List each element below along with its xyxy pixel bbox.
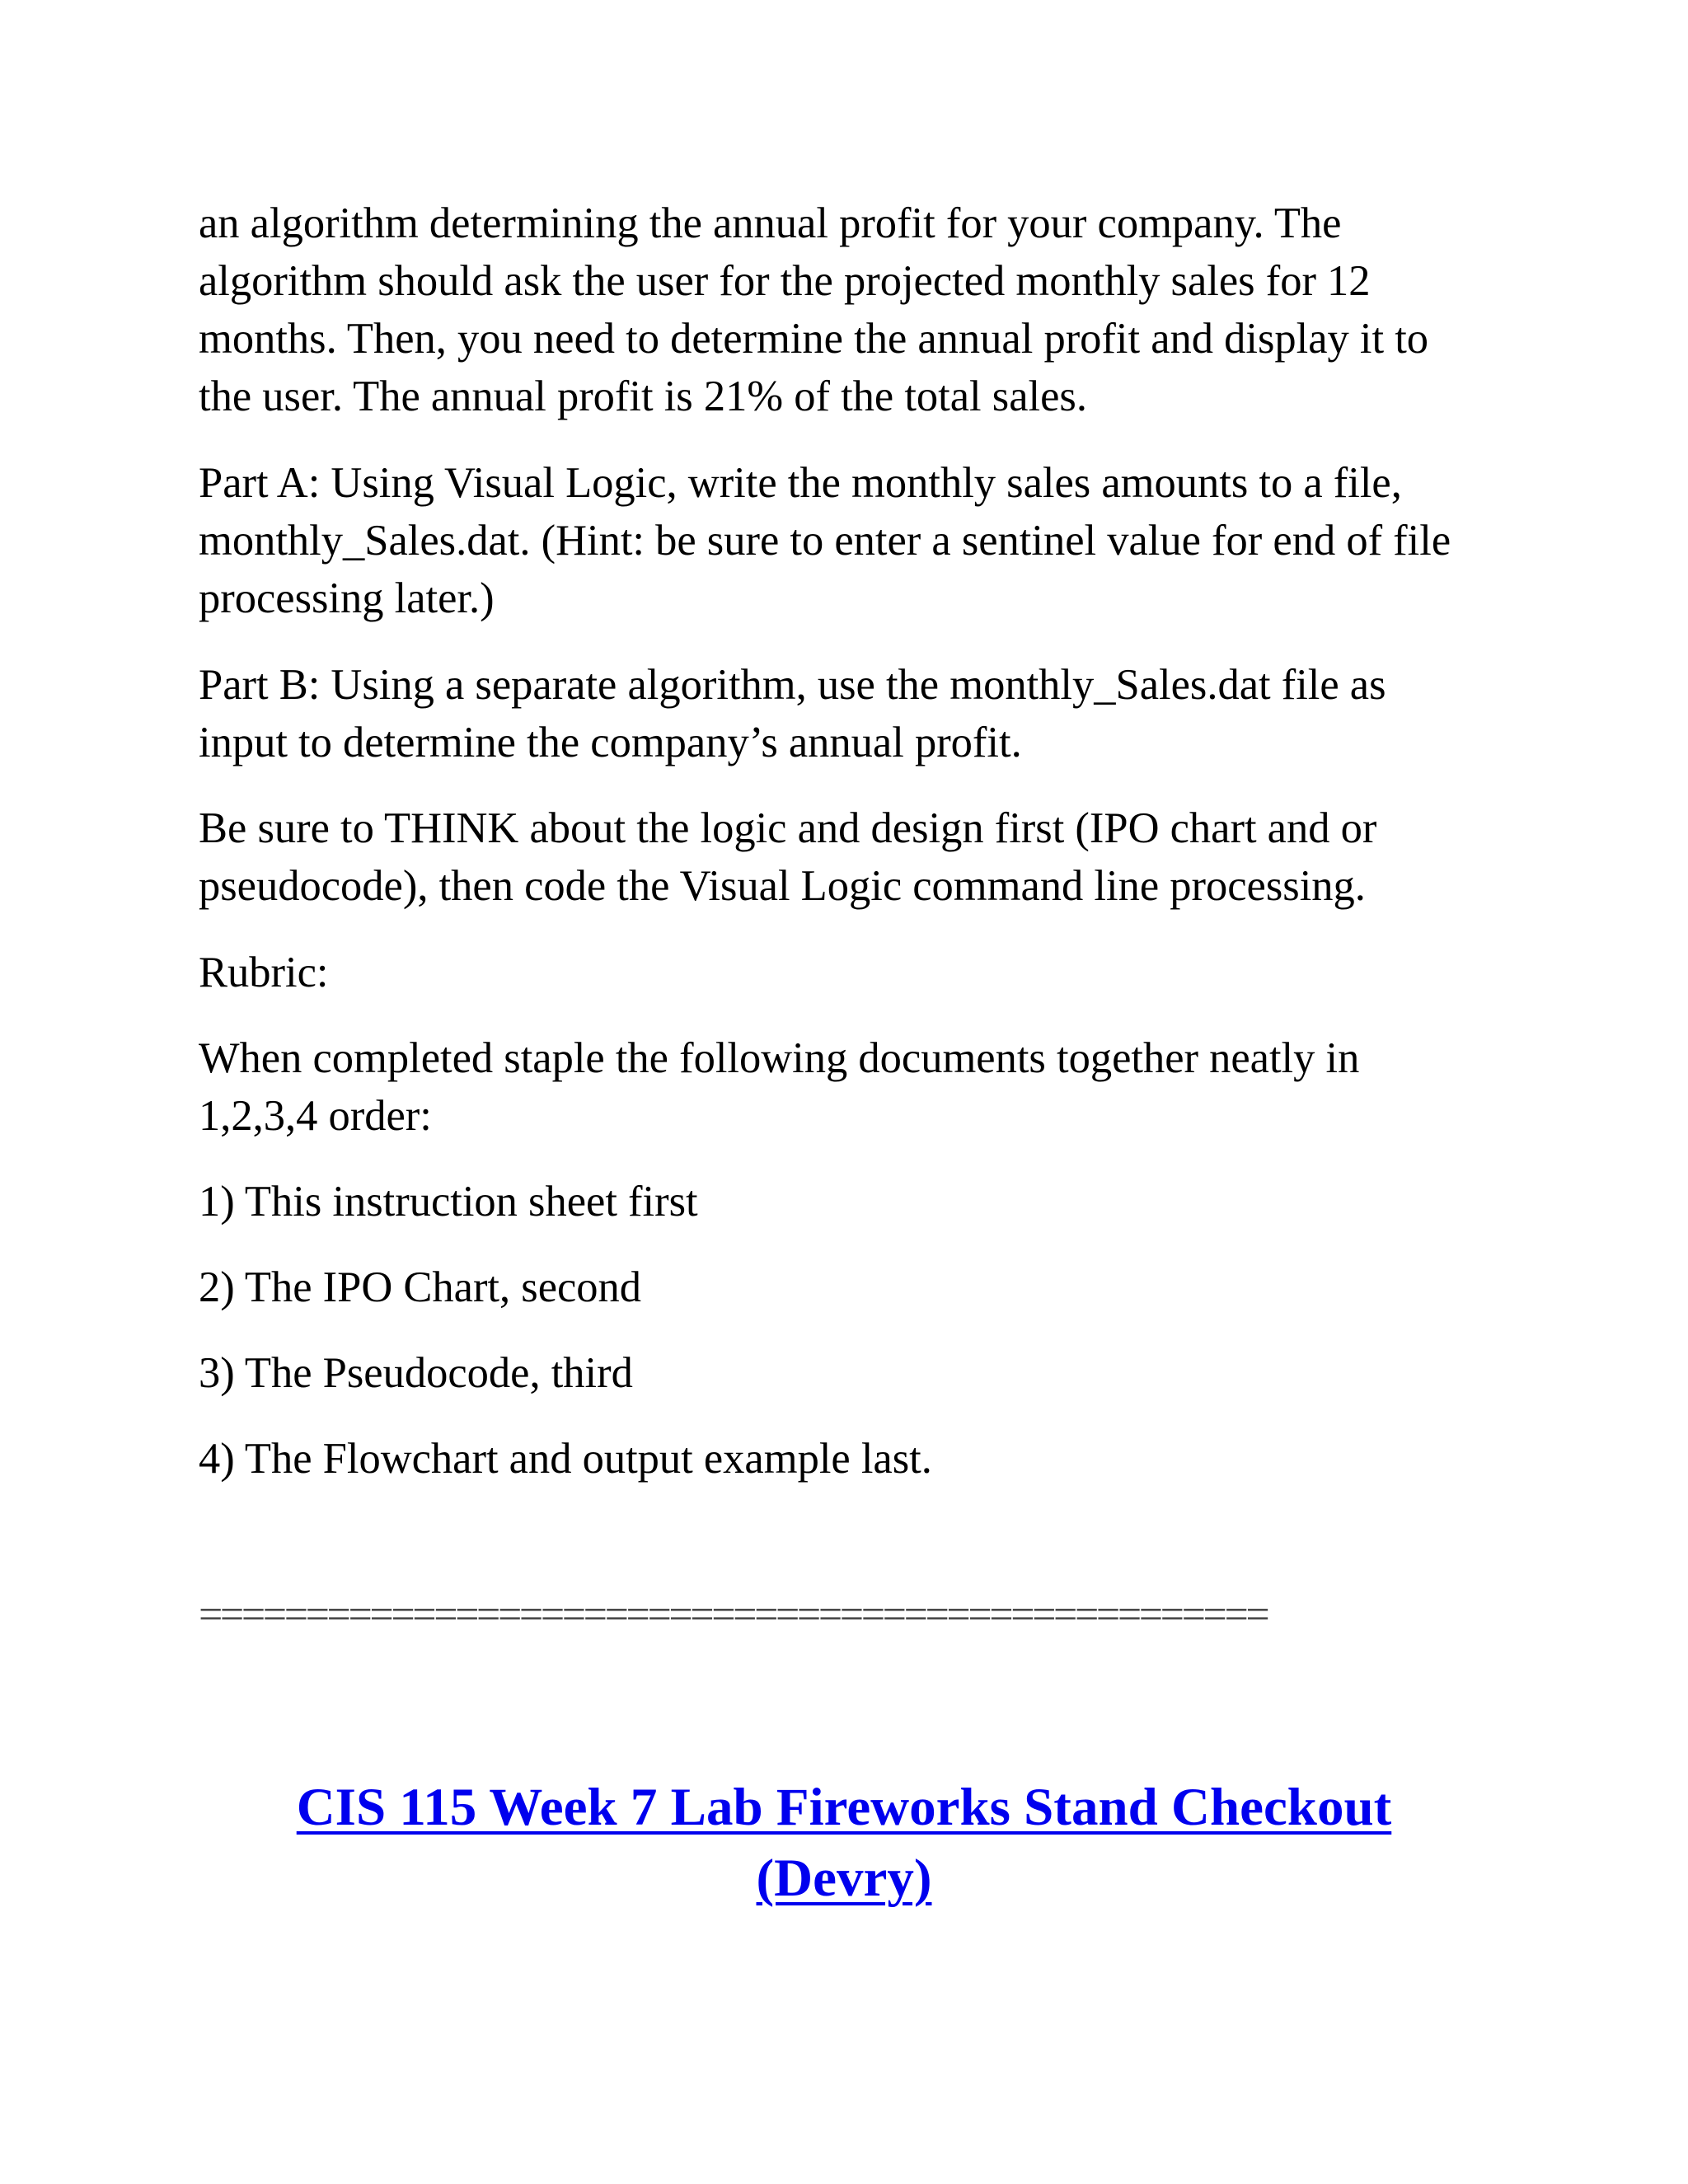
part-a-line-3: processing later.) — [199, 574, 495, 622]
course-link-line-2[interactable]: (Devry) — [756, 1849, 932, 1908]
part-b-line-2: input to determine the company’s annual profit. — [199, 719, 1022, 766]
list-item-2: 2) The IPO Chart, second — [199, 1263, 642, 1311]
staple-line-2: 1,2,3,4 order: — [199, 1092, 432, 1140]
part-a-line-2: monthly_Sales.dat. (Hint: be sure to enter a sentinel value for end of file — [199, 517, 1451, 565]
part-b-paragraph — [199, 656, 1501, 771]
rubric-heading: Rubric: — [199, 949, 329, 996]
staple-paragraph — [199, 1029, 1501, 1145]
think-paragraph — [199, 799, 1501, 915]
course-link-line-1[interactable]: CIS 115 Week 7 Lab Fireworks Stand Checkout — [296, 1778, 1392, 1837]
think-line-1: Be sure to THINK about the logic and design first (IPO chart and or — [199, 804, 1377, 852]
staple-line-1: When completed staple the following documents together neatly in — [199, 1034, 1360, 1082]
part-a-line-1: Part A: Using Visual Logic, write the monthly sales amounts to a file, — [199, 459, 1402, 507]
part-b-line-1: Part B: Using a separate algorithm, use the monthly_Sales.dat file as — [199, 661, 1386, 709]
intro-line-3: months. Then, you need to determine the annual profit and display it to — [199, 315, 1429, 363]
intro-paragraph — [199, 194, 1501, 425]
list-item-1: 1) This instruction sheet first — [199, 1178, 698, 1226]
list-item-4: 4) The Flowchart and output example last. — [199, 1435, 932, 1483]
separator-line: ================================================== — [199, 1591, 1268, 1638]
part-a-paragraph — [199, 454, 1501, 627]
list-item-3: 3) The Pseudocode, third — [199, 1349, 633, 1397]
intro-line-2: algorithm should ask the user for the projected monthly sales for 12 — [199, 257, 1371, 305]
think-line-2: pseudocode), then code the Visual Logic command line processing. — [199, 862, 1366, 910]
intro-line-4: the user. The annual profit is 21% of the total sales. — [199, 373, 1087, 420]
intro-line-1: an algorithm determining the annual profit for your company. The — [199, 199, 1342, 247]
